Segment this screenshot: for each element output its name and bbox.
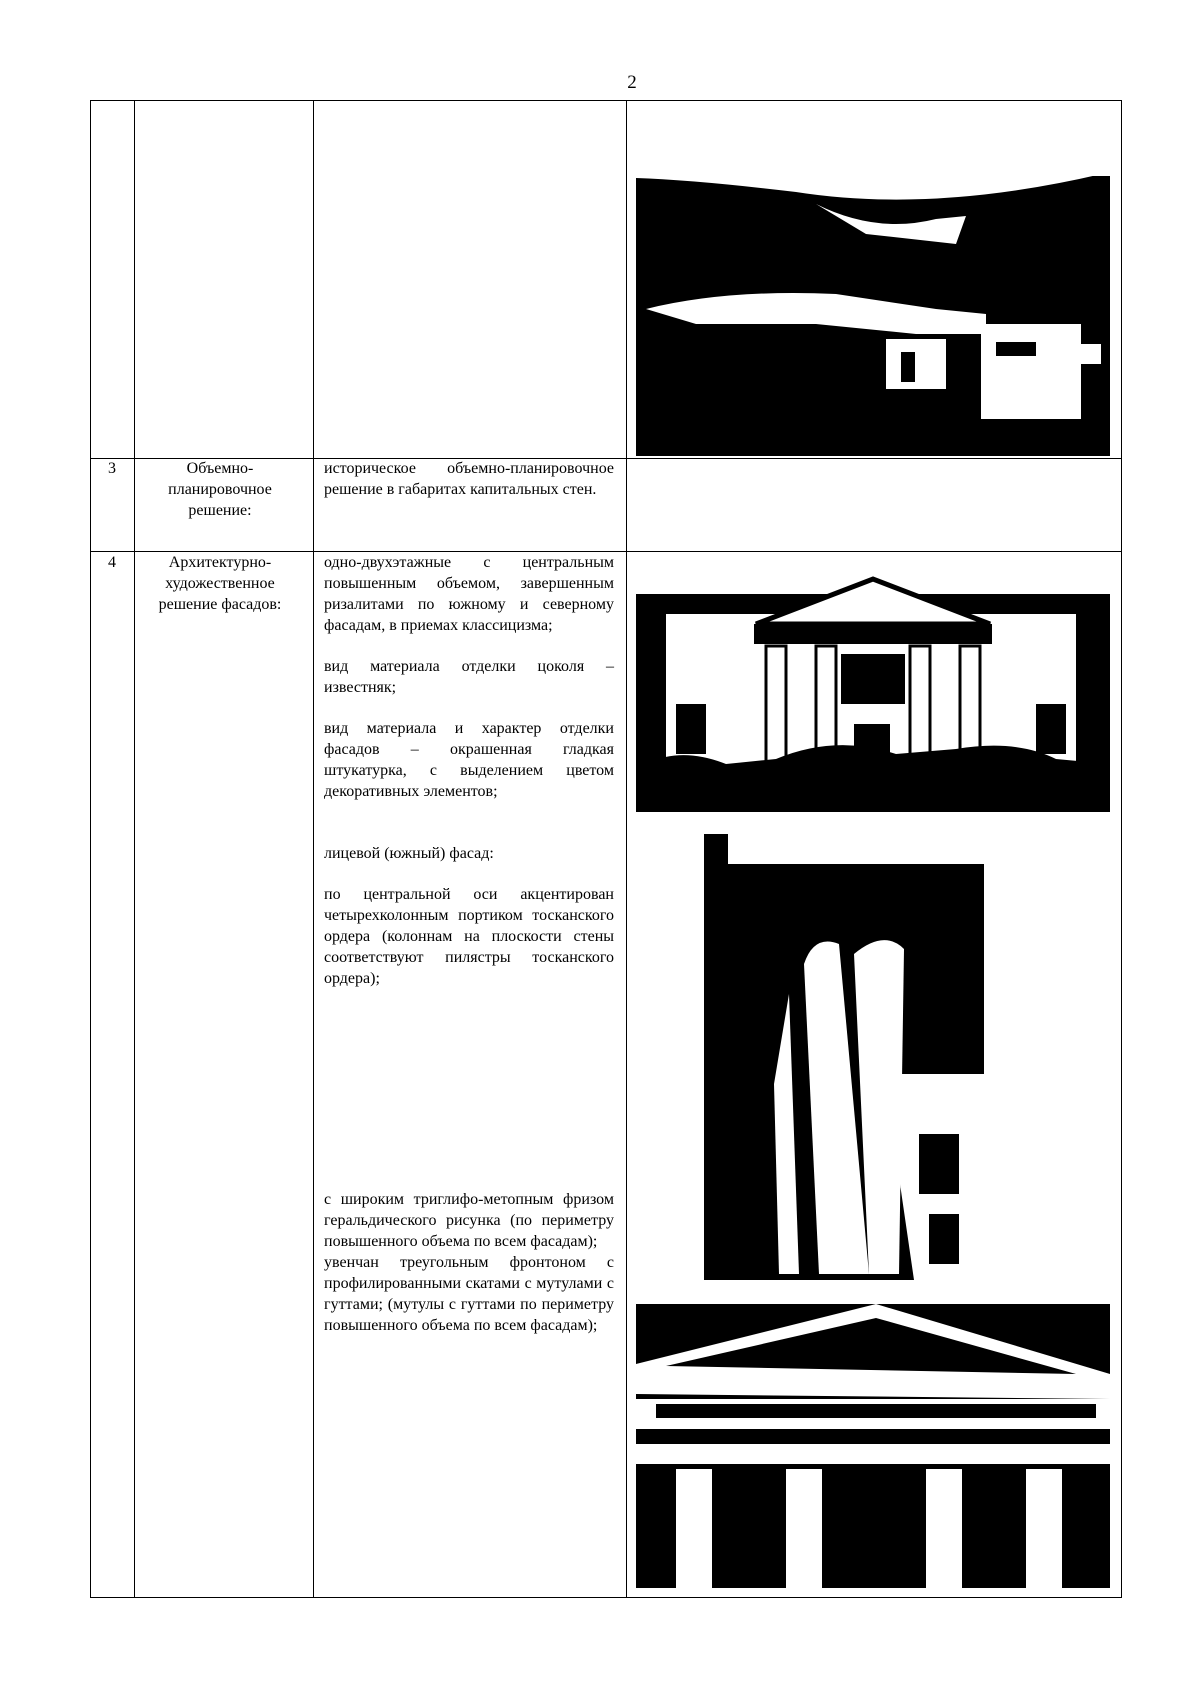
description-paragraph: вид материала отделки цоколя – известняк; [324, 658, 614, 696]
description-paragraph: увенчан треугольным фронтоном с профилированными скатами с мутулами с гуттами; (мутулы с гуттами по периметру повышенного объема по всем фасадам); [324, 1254, 614, 1334]
row-description [324, 458, 614, 500]
column-divider [134, 101, 135, 1597]
description-paragraph: одно-двухэтажные с центральным повышенным объемом, завершенным ризалитами по южному и северному фасадам, в приемах классицизма; [324, 554, 614, 634]
photo-pediment [636, 1304, 1110, 1588]
description-paragraph: с широким триглифо-метопным фризом геральдического рисунка (по периметру повышенного объема по всем фасадам); [324, 1191, 614, 1250]
description-paragraph: историческое объемно-планировочное решение в габаритах капитальных стен. [324, 460, 614, 498]
description-paragraph: лицевой (южный) фасад: [324, 845, 494, 862]
description-paragraph: вид материала и характер отделки фасадов – окрашенная гладкая штукатурка, с выделением цветом декоративных элементов; [324, 720, 614, 800]
photo-continuation [636, 174, 1110, 456]
photo-columns [704, 834, 1040, 1280]
photo-facade [636, 554, 1110, 812]
description-paragraph: по центральной оси акцентирован четырехколонным портиком тосканского ордера (колоннам на плоскости стены соответствуют пилястры тосканского ордера); [324, 886, 614, 987]
row-description [324, 552, 614, 1336]
row-heading: Архитектурно-художественное решение фасадов: [158, 554, 282, 613]
row-number: 3 [108, 460, 116, 477]
row-number: 4 [108, 554, 116, 571]
page-number: 2 [627, 72, 637, 93]
column-divider [313, 101, 314, 1597]
row-heading: Объемно-планировочное решение: [168, 460, 272, 519]
column-divider [626, 101, 627, 1597]
